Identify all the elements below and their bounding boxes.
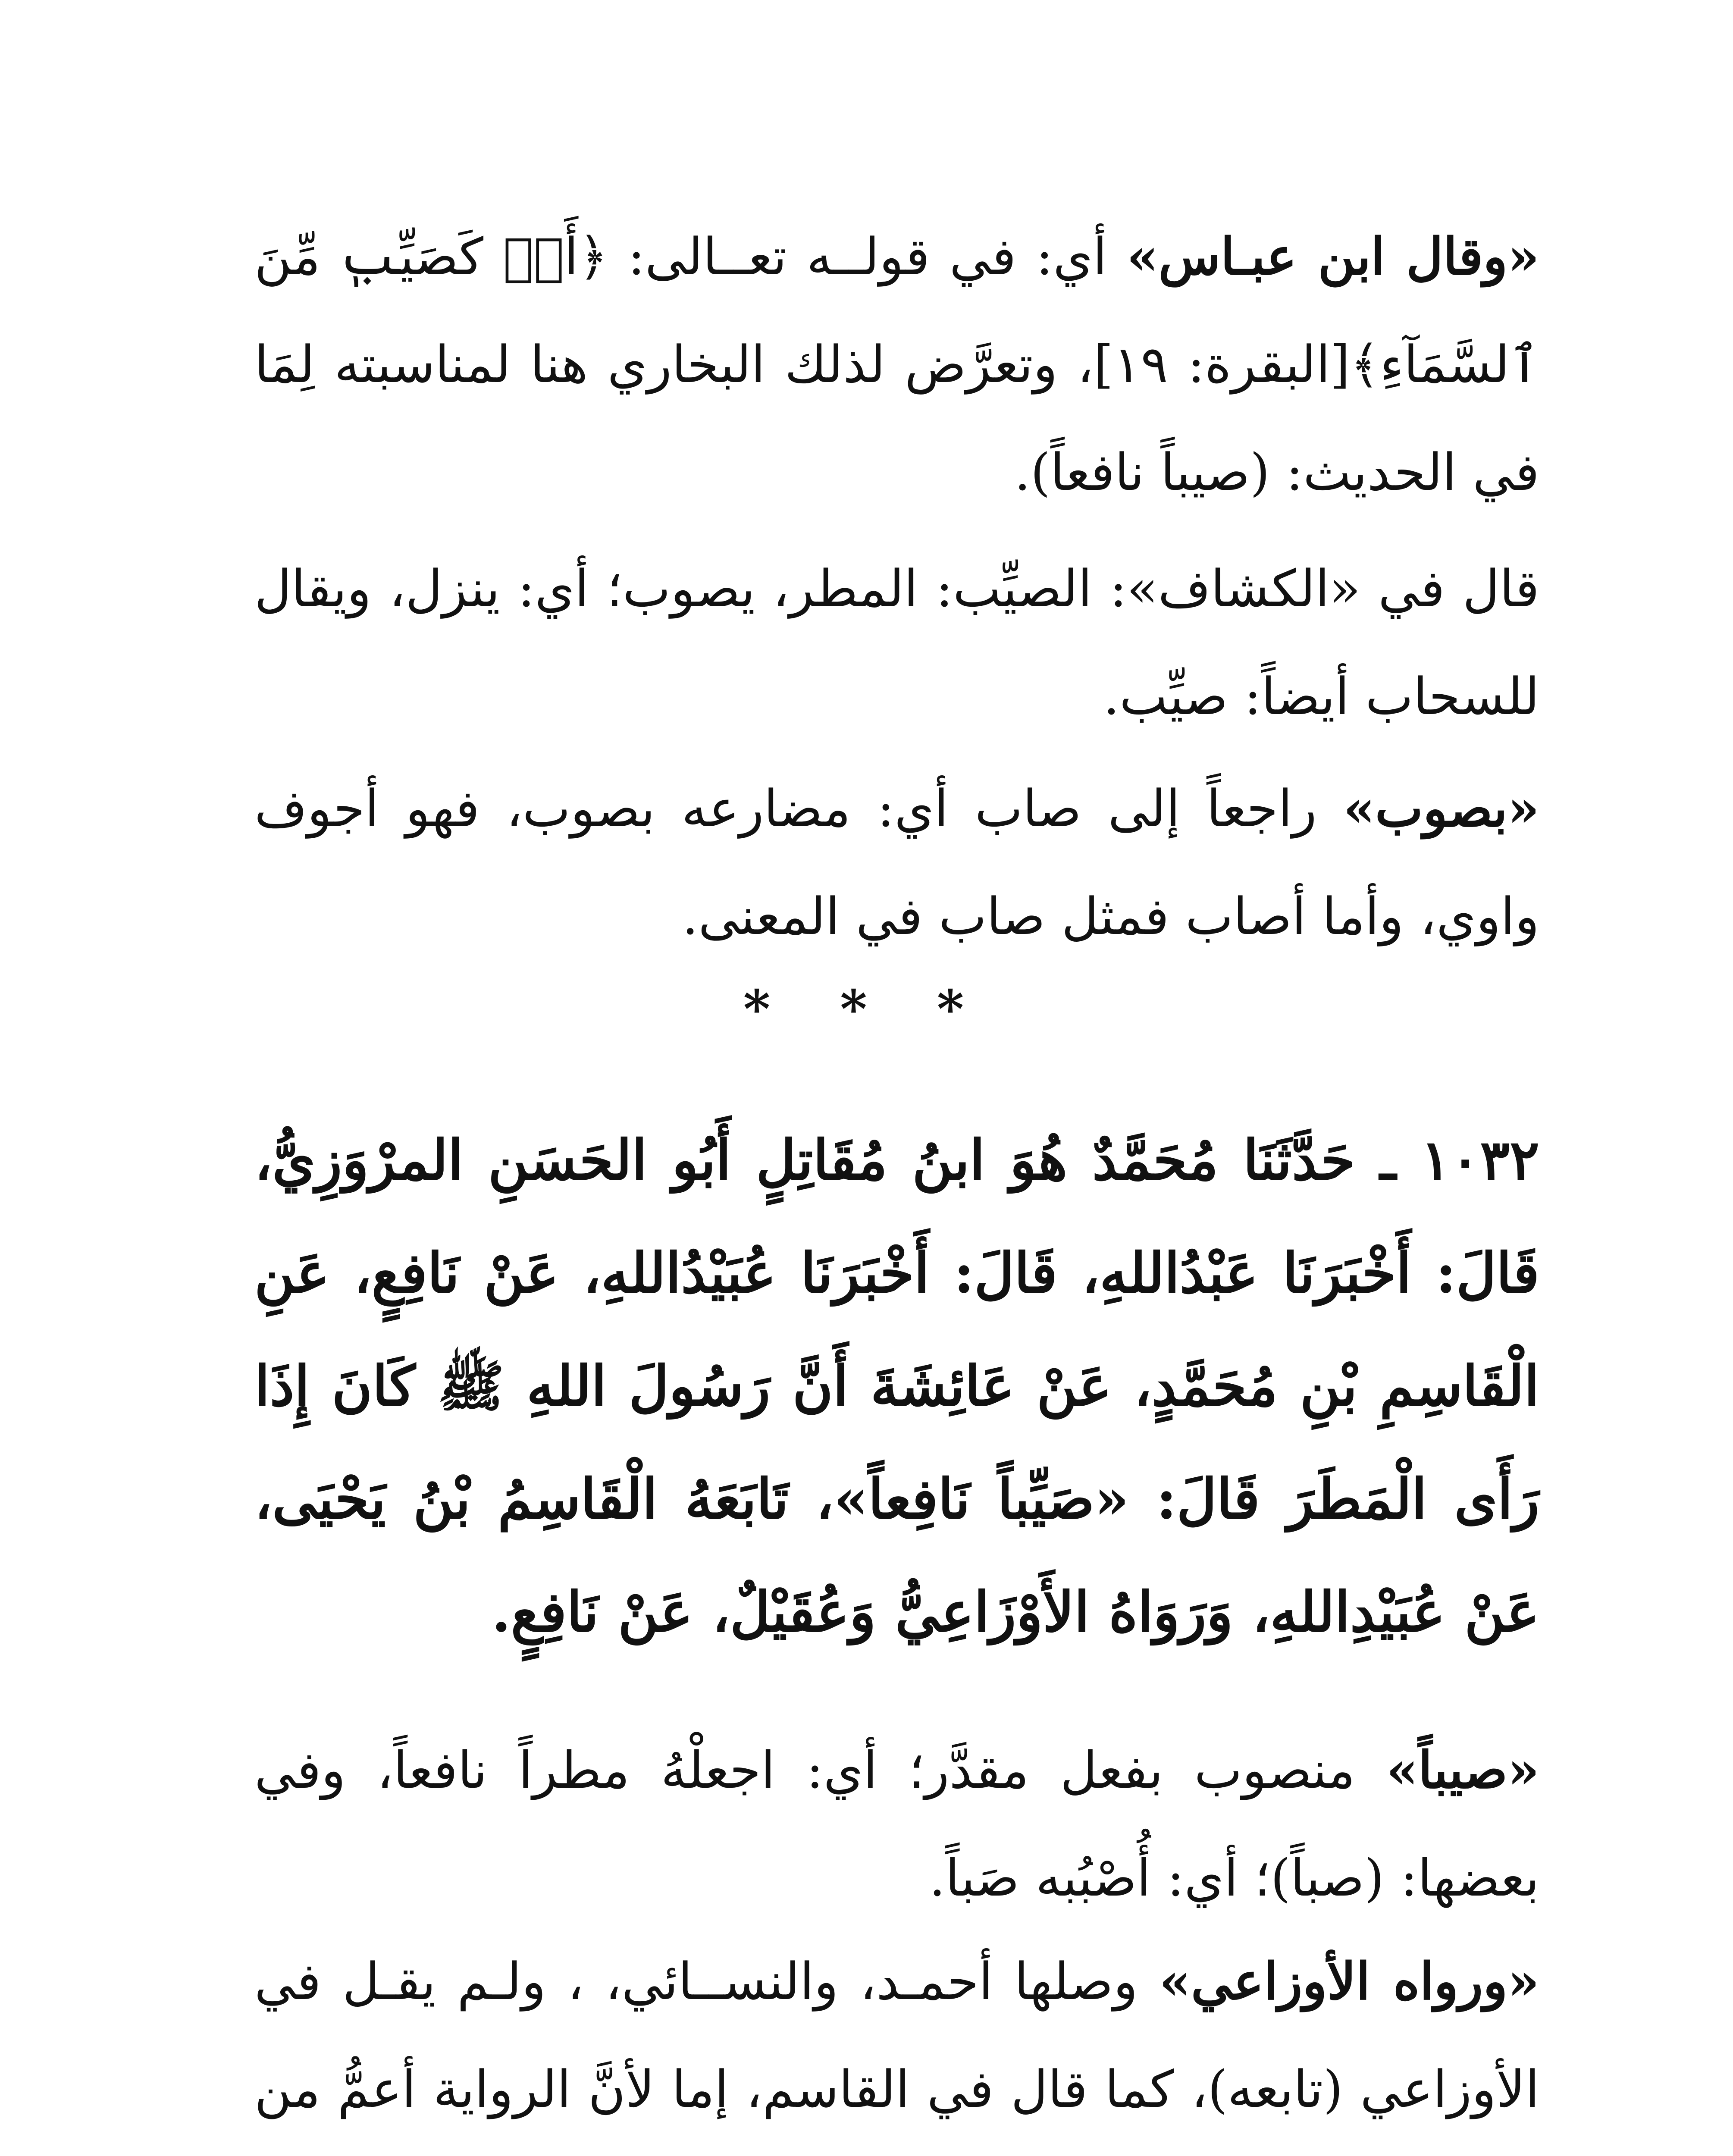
commentary-text: أي: في قولــه تعــالى: ﴿أَوۡ كَصَيِّبٖ مِّنَ ٱلسَّمَآءِ﴾[البقرة: ١٩]، وتعرَّض لذلك البخاري هنا لمناسبته لِمَا في الحديث: (صيباً نافعاً). (254, 227, 1539, 502)
commentary-paragraph-sayyiban (254, 1716, 1539, 1932)
commentary-paragraph-ibn-abbas (254, 203, 1539, 526)
commentary-text: وصلها أحمـد، والنســائي، ، ولـم يقـل في الأوزاعي (تابعه)، كما قال في القاسم، إما لأنَّ الرواية أعمُّ من (254, 1952, 1539, 2119)
commentary-paragraph-bisawb (254, 755, 1539, 970)
commentary-text: منصوب بفعل مقدَّر؛ أي: اجعلْهُ مطراً نافعاً، وفي بعضها: (صباً)؛ أي: أُصْبُبه صَباً. (254, 1740, 1539, 1908)
paragraph-text (254, 755, 1539, 970)
paragraph-text: قال في «الكشاف»: الصيِّب: المطر، يصوب؛ أي: ينزل، ويقال للسحاب أيضاً: صيِّب. (254, 559, 1539, 726)
commentary-paragraph-awzai (254, 1927, 1539, 2156)
paragraph-text (254, 203, 1539, 526)
quoted-lemma: «وقال ابن عبـاس» (1126, 226, 1540, 286)
paragraph-text (254, 1716, 1539, 1932)
quoted-lemma: «بصوب» (1343, 778, 1539, 838)
commentary-text: راجعاً إلى صاب أي: مضارعه بصوب، فهو أجوف واوي، وأما أصاب فمثل صاب في المعنى. (254, 779, 1539, 946)
quoted-lemma: «ورواه الأوزاعي» (1159, 1951, 1539, 2011)
section-separator: * * * (743, 979, 990, 1040)
quoted-lemma: «صيباً» (1386, 1740, 1539, 1800)
hadith-text-1032 (254, 1104, 1539, 1669)
hadith-paragraph: ١٠٣٢ ـ حَدَّثَنَا مُحَمَّدٌ هُوَ ابنُ مُقَاتِلٍ أَبُو الحَسَنِ المرْوَزِيُّ، قَالَ: أَخْبَرَنَا عَبْدُاللهِ، قَالَ: أَخْبَرَنَا عُبَيْدُاللهِ، عَنْ نَافِعٍ، عَنِ الْقَاسِمِ بْنِ مُحَمَّدٍ، عَنْ عَائِشَةَ أَنَّ رَسُولَ اللهِ ﷺ كَانَ إِذَا رَأَى الْمَطَرَ قَالَ: «صَيِّباً نَافِعاً»، تَابَعَهُ الْقَاسِمُ بْنُ يَحْيَى، عَنْ عُبَيْدِاللهِ، وَرَوَاهُ الأَوْزَاعِيُّ وَعُقَيْلٌ، عَنْ نَافِعٍ. (254, 1128, 1540, 1645)
commentary-paragraph-kashshaf (254, 535, 1539, 750)
paragraph-text (254, 1927, 1539, 2156)
